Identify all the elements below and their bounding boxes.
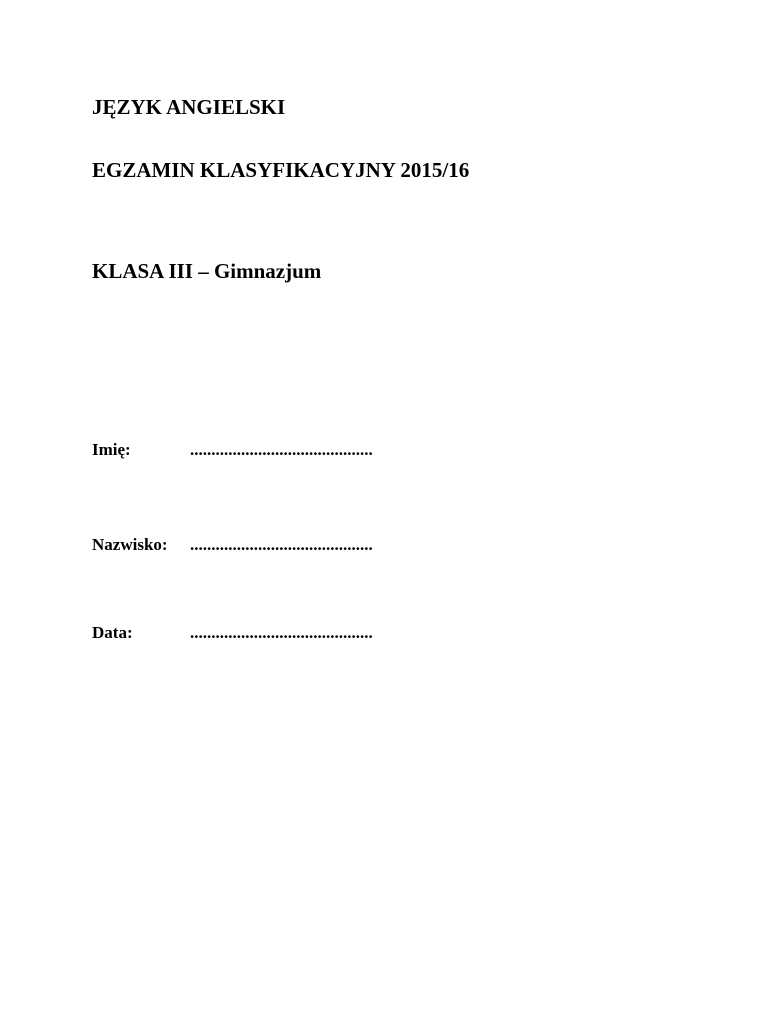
- name-blank: ...........................................: [190, 440, 373, 459]
- surname-blank: ...........................................: [190, 535, 373, 554]
- class-title: KLASA III – Gimnazjum: [92, 259, 322, 283]
- name-field: [92, 440, 373, 459]
- exam-title: EGZAMIN KLASYFIKACYJNY 2015/16: [92, 158, 470, 182]
- name-label: Imię:: [92, 440, 131, 459]
- date-blank: ...........................................: [190, 623, 373, 642]
- surname-field: [92, 535, 373, 554]
- date-field: [92, 623, 373, 642]
- date-label: Data:: [92, 623, 133, 642]
- surname-label: Nazwisko:: [92, 535, 168, 554]
- subject-title: JĘZYK ANGIELSKI: [92, 95, 286, 119]
